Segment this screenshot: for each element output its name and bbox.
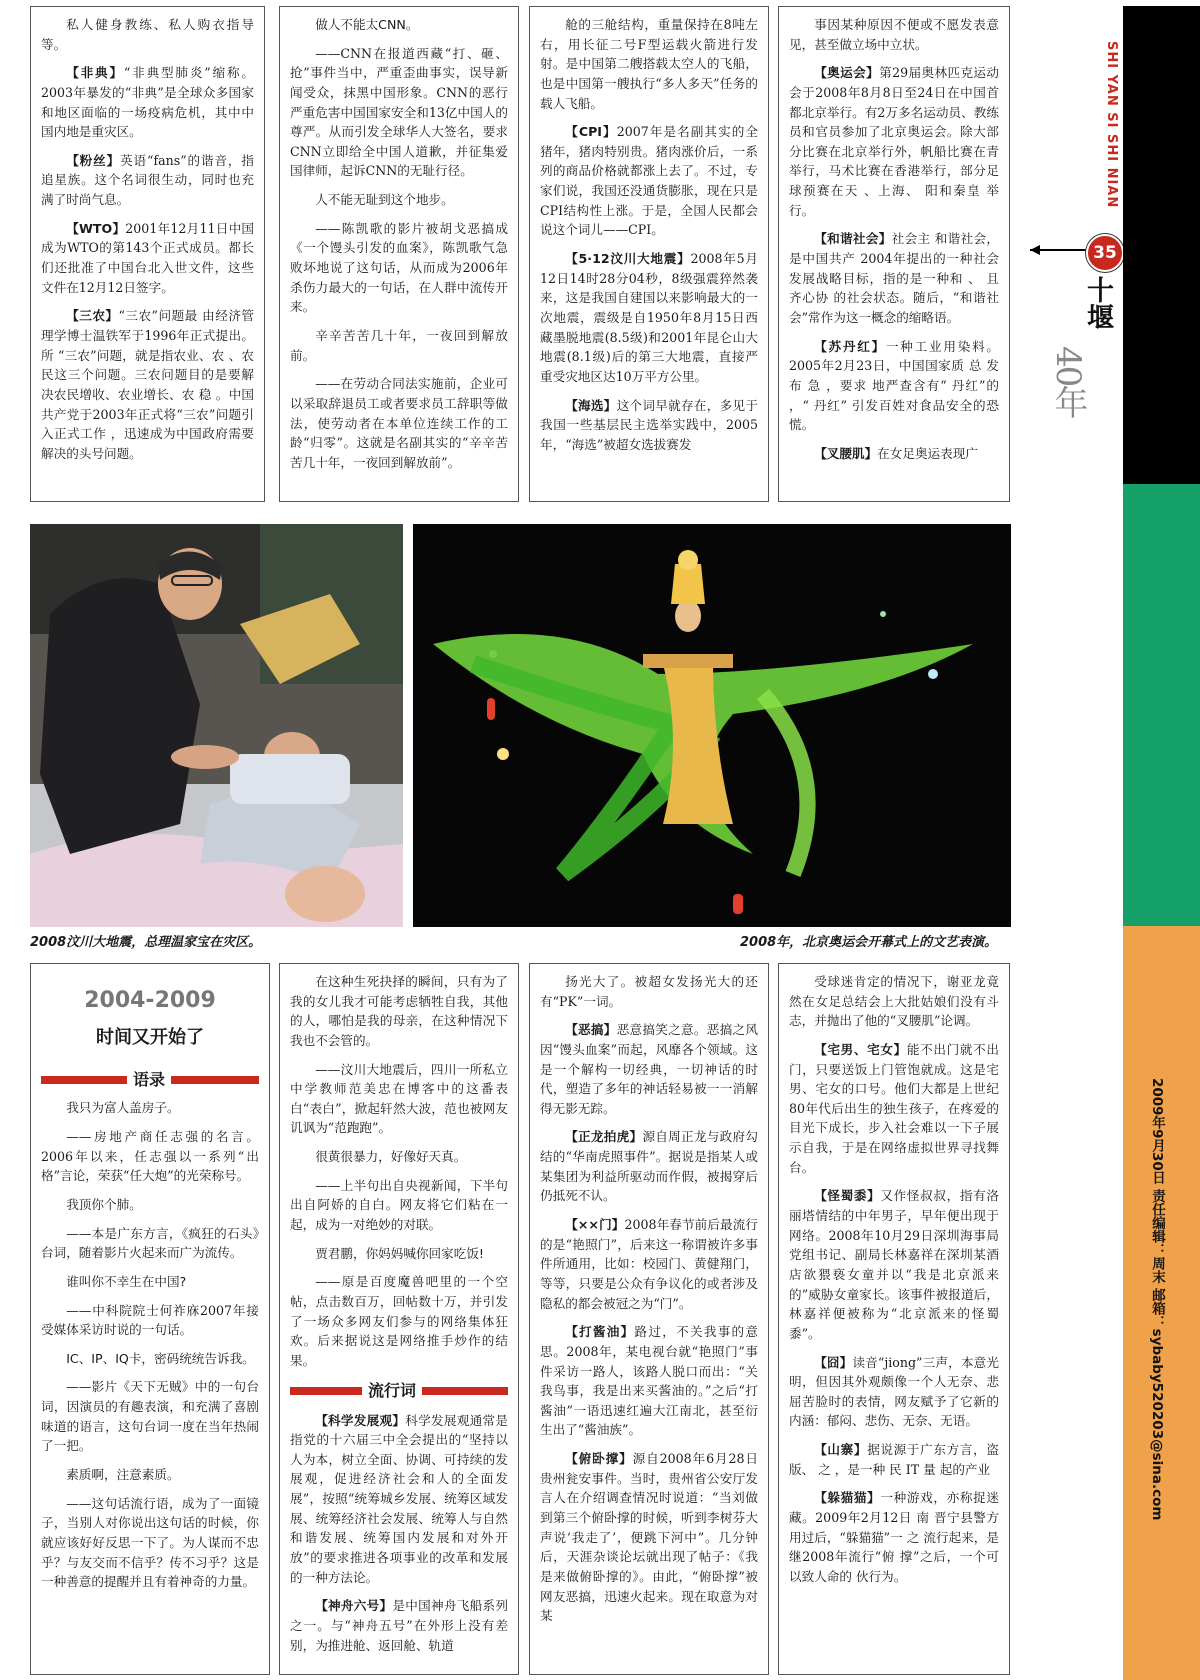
term-label: 【CPI】 [565,124,617,140]
article-paragraph [540,15,758,113]
quote-line [290,972,508,1051]
paragraph-text: 一种工业用染料。2005年2月23日，中国国家质 总 发布 急 ，要求 地严查含有“ 丹红”的 ，“ 丹红” 引发百姓对食品安全的恐慌。 [789,338,1000,433]
paragraph-text: 2008年5月12日14时28分04秒，8级强震猝然袭来，这是我国自建国以来影响最大的一次地震，震级是自1950年8月15日西藏墨脱地震(8.5级)和2001年昆仑山大地震(8.1级)后的第三大地震，直接严重受灾地区达10万平方公里。 [540,251,758,384]
paragraph-text: ——这句话流行语，成为了一面镜子，当别人对你说出这句话的时候，你就应该好好反思一下了。为人谋而不忠乎？与友交而不信乎？传不习乎？这是一种善意的提醒并且有着神奇的力量。 [41,1495,259,1590]
term-label: 【山寨】 [814,1442,868,1458]
quotes-list-2 [290,972,508,1371]
color-sidebar [1123,6,1200,1680]
paragraph-text: 2001年12月11日中国成为WTO的第143个正式成员。都长们还批准了中国台北入世文件，这些文件在12月12日签字。 [41,220,254,295]
quote-text: 在这种生死抉择的瞬间，只有为了我的女儿我才可能考虑牺牲自我，其他的人，哪怕是我的母亲，在这种情况下我也不会管的。 [290,974,508,1048]
quote-line [41,1272,259,1292]
paragraph-text: 读音“jiong”三声，本意光明，但因其外观颇像一个人无奈、悲屈苦脸时的表情，网友赋予了它新的内涵：郁闷、悲伤、无奈、无语。 [789,1354,999,1429]
paragraph-text: “非典型肺炎”缩称。2003年暴发的“非典”是全球众多国家和地区面临的一场疫病危机，其中中国内地是重灾区。 [41,65,254,140]
paragraph-text: 第29届奥林匹克运动会于2008年8月8日至24日在中国首都北京举行。有2万多名运动员、教练员和官员参加了北京奥运会。除大部分比赛在北京举行外，帆船比赛在青 举行，马术比赛在香港举行，部分足球预赛在天 、上海、 阳和秦皇 举行。 [789,65,999,218]
term-label: 【俯卧撑】 [565,1451,633,1467]
quote-line [41,1349,259,1369]
article-paragraph [290,219,508,317]
term-label: 【囧】 [814,1354,853,1370]
olympics-photo-caption: 2008年，北京奥运会开幕式上的文艺表演。 [740,935,998,950]
article-paragraph [789,1440,999,1479]
term-label: 【神舟六号】 [315,1598,393,1614]
article-paragraph [540,1127,758,1206]
paragraph-text: ——陈凯歌的影片被胡戈恶搞成《一个馒头引发的血案》，陈凯歌气急败坏地说了这句话，从而成为2006年杀伤力最大的一句话，在人群中流传开来。 [290,220,508,315]
term-label: 【奥运会】 [814,65,880,81]
quote-text: 谁叫你不幸生在中国? [66,1273,187,1289]
article-paragraph [540,972,758,1011]
quote-text: 辛辛苦苦几十年，一夜回到解放前。 [290,327,508,363]
article-paragraph [290,1596,508,1655]
paragraph-text: 在女足奥运表现广 [877,445,978,461]
top-column-4 [778,6,1010,502]
article-paragraph [789,63,999,220]
paragraph-text: ——CNN在报道西藏“打、砸、抢”事件当中，严重歪曲事实，误导新闻受众，抹黑中国形象。CNN的恶行严重危害中国国家安全和13亿中国人的尊严。从而引发全球华人大签名，要求CNN立即给全中国人道歉，并征集爱国律师，起诉CNN的无耻行径。 [290,45,508,179]
article-paragraph [540,1449,758,1626]
article-paragraph [290,374,508,472]
bottom-column-1 [30,963,270,1675]
quote-line [290,15,508,35]
quotes-list [41,1098,259,1591]
term-label: 【5·12汶川大地震】 [565,251,691,267]
paragraph-text: 源自周正龙与政府勾结的“华南虎照事件”。据说是指某人或某集团为利益所驱动而作假，被揭穿后仍抵死不认。 [540,1129,759,1204]
term-label: 【科学发展观】 [315,1412,406,1428]
article-paragraph [41,151,254,210]
quote-text: 做人不能太CNN。 [315,17,419,32]
article-paragraph [789,337,999,435]
article-paragraph [41,1224,259,1263]
feature-years: 2004-2009 [84,988,216,1013]
term-label: 【宅男、宅女】 [814,1041,907,1057]
article-paragraph [41,1377,259,1456]
article-paragraph [290,1060,508,1139]
masthead-decor: 40年 [1048,346,1088,418]
page-number: 35 [1093,243,1117,263]
article-paragraph [290,44,508,181]
earthquake-photo [30,524,403,927]
quote-line [290,326,508,365]
paragraph-text: 一种游戏，亦称捉迷藏。2009年2月12日 南 晋宁县警方用过后，“躲猫猫”一 之 流行起来，是继2008年流行“俯 撑”之后，一个可以致人命的 伙行为。 [789,1490,1000,1584]
paragraph-text: “三农”问题最 由经济管理学博士温铁军于1996年正式提出。所 “三农”问题，就是指农业、农 、农民这三个问题。三农问题目的是要解决农民增收、农业增长、农 稳 。中国共产党于2003年正式将“三农”问题引入正式工作 ，迅速成为中国政府需要解决的头号问题。 [41,308,254,461]
term-label: 【××门】 [565,1217,625,1233]
quote-text: 贾君鹏，你妈妈喊你回家吃饭! [315,1245,484,1261]
article-paragraph [789,229,999,327]
term-label: 【粉丝】 [66,152,121,168]
term-label: 【叉腰肌】 [814,445,878,461]
paragraph-text: 舱的三舱结构，重量保持在8吨左右，用长征二号F型运载火箭进行发射。是中国第二艘搭载太空人的飞船，也是中国第一艘执行“多人多天”任务的载人飞船。 [540,17,758,111]
article-paragraph [290,1176,508,1235]
section-header-words [290,1381,508,1401]
bottom-column-3 [529,963,769,1675]
olympics-photo-image [413,524,1011,927]
article-paragraph [789,444,999,464]
article-paragraph [540,122,758,240]
sidebar-orange-band [1123,926,1200,1680]
paragraph-text: 扬光大了。被超女发扬光大的还有“PK”一词。 [540,974,758,1009]
article-paragraph [290,1411,508,1588]
quote-line [41,1195,259,1215]
term-label: 【恶搞】 [565,1022,617,1038]
article-paragraph [41,63,254,142]
paragraph-text: ——在劳动合同法实施前，企业可以采取辞退员工或者要求员工辞职等做法，使劳动者在本单位连续工作的工龄“归零”。这就是名副其实的“辛辛苦苦几十年，一夜回到解放前”。 [290,376,508,470]
quote-line [290,1244,508,1264]
term-label: 【WTO】 [66,220,126,236]
section-header-label: 语录 [127,1068,171,1093]
section-header-quotes [41,1070,259,1090]
quote-text: 我顶你个肺。 [66,1196,142,1212]
term-label: 【和谐社会】 [814,231,892,247]
top-column-1 [30,6,265,502]
sidebar-green-band [1123,484,1200,926]
paragraph-text: 英语“fans”的谐音，指追星族。这个名词很生动，同时也充满了时尚气息。 [41,152,254,208]
top-column-3 [529,6,769,502]
issue-date-editor-email: 2009年9月30日 责任编辑：周末 邮箱：sybaby520203@sina.com [1149,1078,1165,1521]
quote-text: 人不能无耻到这个地步。 [315,192,454,208]
quote-text: 我只为富人盖房子。 [66,1100,180,1116]
paragraph-text: 2008年春节前后最流行的是“艳照门”，后来这一称谓被许多事件所通用，比如：校园门、黄健翔门，等等，只要是公众有争议化的或者涉及隐私的都会被冠之为“门”。 [540,1217,758,1311]
quote-line [290,190,508,210]
paragraph-text: ——上半句出自央视新闻，下半句出自阿娇的自白。网友将它们粘在一起，成为一对绝妙的对联。 [290,1177,508,1233]
term-label: 【苏丹红】 [814,338,886,354]
term-label: 【躲猫猫】 [814,1490,881,1506]
article-paragraph [540,249,758,386]
article-paragraph [41,15,254,54]
feature-subtitle: 时间又开始了 [96,1027,204,1049]
masthead-title: 十堰 [1082,276,1113,330]
masthead [1030,6,1122,476]
paragraph-text: 受球迷肯定的情况下，谢亚龙竟然在女足总结会上大批姑娘们没有斗志，并抛出了他的“叉腰肌”论调。 [789,974,999,1029]
article-paragraph [540,1322,758,1440]
paragraph-text: 是中国神舟飞船系列之一。与“神舟五号”在外形上没有差别，为推进舱、返回舱、轨道 [290,1598,509,1653]
top-column-2 [279,6,519,502]
article-paragraph [789,972,999,1031]
paragraph-text: 恶意搞笑之意。恶搞之风因“馒头血案”而起，风靡各个领域。这是一个解构一切经典，一切神话的时代，塑造了多年的神话轻易被一一消解得无影无踪。 [540,1022,759,1116]
paragraph-text: 事因某种原因不便或不愿发表意见，甚至做立场中立状。 [789,17,999,52]
quote-text: 很黄很暴力，好像好天真。 [315,1149,467,1165]
article-paragraph [540,1020,758,1118]
paragraph-text: ——影片《天下无贼》中的一句台词，因演员的有趣表演，和充满了喜剧味道的语言，这句台词一度在当年热闹了一把。 [41,1379,259,1454]
earthquake-photo-image [30,524,403,927]
article-paragraph [789,1488,999,1586]
article-paragraph [41,1127,259,1186]
article-paragraph [41,1494,259,1592]
paragraph-text: 这个词早就存在，多见于我国一些基层民主选举实践中，2005年，“海选”被超女选拔赛发 [540,397,759,452]
term-label: 【打酱油】 [565,1324,635,1340]
sidebar-black-band [1123,6,1200,484]
article-paragraph [290,1272,508,1370]
bottom-column-2 [279,963,519,1675]
article-paragraph [789,1040,999,1177]
quote-line [290,1147,508,1167]
section-header-label: 流行词 [362,1379,422,1404]
article-paragraph [789,1353,999,1432]
earthquake-photo-caption: 2008汶川大地震，总理温家宝在灾区。 [30,935,262,950]
bottom-column-4 [778,963,1010,1675]
quote-text: 素质啊，注意素质。 [66,1467,180,1482]
paragraph-text: 2007年是名副其实的全猪年，猪肉特别贵。猪肉涨价后，一系列的商品价格就都涨上去了。不过，专家们说，我国还没通货膨胀，现在只是CPI结构性上涨。于是，全国人民都会说这个词儿——CPI。 [540,124,758,238]
paragraph-text: 社会主 和谐社会，是中国共产 2004年提出的一种社会发展战略目标，指的是一种和 、 且 齐心协 的社会状态。随后，“和谐社会”常作为这一概念的缩略语。 [789,231,999,325]
paragraph-text: 路过，不关我事的意思。2008年，某电视台就“艳照门”事件采访一路人，该路人脱口而出：“关我鸟事，我是出来买酱油的。”之后“打酱油”一语迅速红遍大江南北，甚至衍生出了“酱油族”。 [540,1324,759,1438]
article-paragraph [41,306,254,463]
column-label: SHI YAN SI SHI NIAN [1104,41,1119,209]
article-paragraph [41,219,254,298]
article-paragraph [41,1301,259,1340]
paragraph-text: ——房地产商任志强的名言。2006年以来，任志强以一系列“出格”言论，荣获“任大炮”的光荣称号。 [41,1129,259,1184]
paragraph-text: 源自2008年6月28日贵州瓮安事件。当时，贵州省公安厅发言人在介绍调查情况时说道：“当刘做到第三个俯卧撑的时候，听到李树芬大声说‘我走了’，便跳下河中”。几分钟后，天涯杂谈论坛就出现了帖子：《我是来做俯卧撑的》。由此，“俯卧撑”被网友恶搞，迅速火起来。现在取意为对某 [540,1451,759,1624]
article-paragraph [789,1186,999,1343]
term-label: 【怪蜀黍】 [814,1188,881,1204]
page-number-badge [1086,234,1124,272]
term-label: 【三农】 [66,308,119,324]
olympics-photo [413,524,1011,927]
quote-line [41,1465,259,1485]
paragraph-text: 又作怪叔叔，指有洛丽塔情结的中年男子，早年便出现于网络。2008年10月29日深圳海事局党组书记、副局长林嘉祥在深圳某酒店欲猥亵女童并以“我是北京派来的”威胁女童家长。该事件被报道后，林嘉祥便被称为“北京派来的怪蜀黍”。 [789,1188,1000,1341]
term-label: 【海选】 [565,397,617,413]
paragraph-text: 据说源于广东方言，盗版、 之 ，是一种 民 IT 量 起的产业 [789,1442,1000,1477]
term-label: 【正龙拍虎】 [565,1129,643,1145]
paragraph-text: ——中科院院士何祚庥2007年接受媒体采访时说的一句话。 [41,1302,259,1338]
article-paragraph [540,1215,758,1313]
paragraph-text: ——原是百度魔兽吧里的一个空帖，点击数百万，回帖数十万，并引发了一场众多网友们参与的网络集体狂欢。后来据说这是网络推手炒作的结果。 [290,1274,508,1368]
paragraph-text: ——本是广东方言，《疯狂的石头》台词，随着影片火起来而广为流传。 [41,1225,259,1261]
article-paragraph [789,15,999,54]
paragraph-text: 能不出门就不出门，只要送饭上门管饱就成。这是宅男、宅女的口号。他们大都是上世纪80年代后出生的独生孩子，在疼爱的目光下成长，步入社会难以一下子展示自我，于是在网络虚拟世界寻找舞台。 [789,1041,1000,1175]
term-label: 【非典】 [66,65,124,81]
quote-text: IC、IP、IQ卡，密码统统告诉我。 [66,1350,255,1366]
words-list [290,1411,508,1656]
paragraph-text: 科学发展观通常是指党的十六届三中全会提出的“坚持以人为本，树立全面、协调、可持续的发展观，促进经济社会和人的全面发展”，按照“统筹城乡发展、统筹区域发展、统筹经济社会发展、统筹人与自然和谐发展、统筹国内发展和对外开放”的要求推进各项事业的改革和发展的一种方法论。 [290,1412,509,1585]
paragraph-text: 私人健身教练、私人购衣指导等。 [41,17,254,52]
quote-line [41,1098,259,1118]
article-paragraph [540,396,758,455]
paragraph-text: ——汶川大地震后，四川一所私立中学教师范美忠在博客中的这番表白“表白”，掀起轩然大波，范也被网友讥讽为“范跑跑”。 [290,1061,508,1136]
